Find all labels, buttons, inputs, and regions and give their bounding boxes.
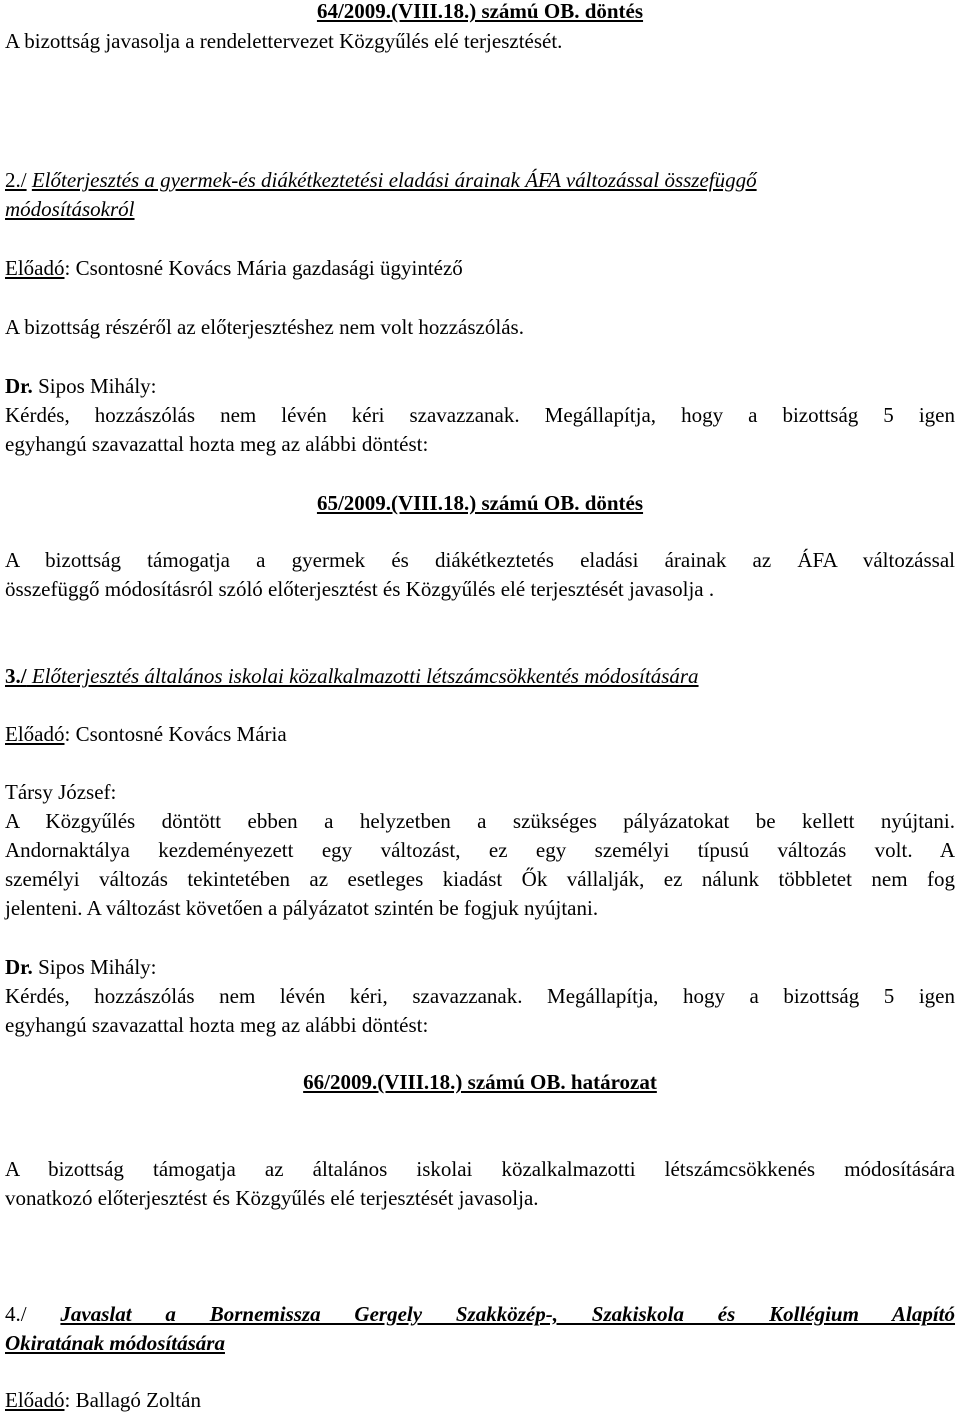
item-3-number: 3./ bbox=[5, 664, 27, 688]
item-3-presenter bbox=[5, 720, 955, 749]
item-4-title bbox=[5, 1300, 955, 1358]
decision-65-resolution-line-1: A bizottság támogatja a gyermek és diákétkeztetés eladási árainak az ÁFA változással bbox=[5, 548, 955, 572]
item-3-presenter-value: : Csontosné Kovács Mária bbox=[64, 722, 287, 746]
item-3-speech-2 bbox=[5, 982, 955, 1040]
item-3-speech-2-line-1: Kérdés, hozzászólás nem lévén kéri, szavazzanak. Megállapítja, hogy a bizottság 5 igen bbox=[5, 984, 955, 1008]
item-3-presenter-label: Előadó bbox=[5, 722, 65, 746]
item-4-presenter bbox=[5, 1386, 955, 1415]
item-2-committee-note: A bizottság részéről az előterjesztéshez nem volt hozzászólás. bbox=[5, 315, 524, 339]
item-2-presenter-label: Előadó bbox=[5, 256, 65, 280]
item-2-speech-line-1: Kérdés, hozzászólás nem lévén kéri szavazzanak. Megállapítja, hogy a bizottság 5 igen bbox=[5, 403, 955, 427]
item-3-speech-1-line-1: A Közgyűlés döntött ebben a helyzetben a szükséges pályázatokat be kellett nyújtani. bbox=[5, 809, 955, 833]
item-4-number: 4./ bbox=[5, 1302, 27, 1326]
item-2-speech bbox=[5, 401, 955, 459]
item-3-title bbox=[5, 662, 955, 691]
item-3-speaker-2 bbox=[5, 953, 955, 982]
decision-66-resolution-line-1: A bizottság támogatja az általános iskolai közalkalmazotti létszámcsökkenés módosítására bbox=[5, 1157, 955, 1181]
item-2-speech-line-2: egyhangú szavazattal hozta meg az alábbi döntést: bbox=[5, 432, 429, 456]
decision-64-heading: 64/2009.(VIII.18.) számú OB. döntés bbox=[316, 0, 644, 23]
item-3-speech-2-line-2: egyhangú szavazattal hozta meg az alábbi döntést: bbox=[5, 1013, 429, 1037]
item-3-speech-1 bbox=[5, 807, 955, 923]
decision-66-heading: 66/2009.(VIII.18.) számú OB. határozat bbox=[303, 1070, 657, 1094]
item-2-speaker-dr: Dr. bbox=[5, 374, 33, 398]
item-2-presenter-value: : Csontosné Kovács Mária gazdasági ügyintéző bbox=[64, 256, 463, 280]
decision-66-resolution-line-2: vonatkozó előterjesztést és Közgyűlés elé terjesztését javasolja. bbox=[5, 1186, 539, 1210]
item-4-title-line-2: Okiratának módosítására bbox=[5, 1331, 225, 1355]
item-4-title-text-1: Javaslat a Bornemissza Gergely Szakközép-, Szakiskola és Kollégium Alapító bbox=[60, 1302, 956, 1326]
item-3-speaker-2-name: Sipos Mihály: bbox=[32, 955, 157, 979]
item-2-presenter bbox=[5, 254, 955, 283]
item-2-speaker bbox=[5, 372, 955, 401]
decision-64-recommendation: A bizottság javasolja a rendelettervezet Közgyűlés elé terjesztését. bbox=[5, 29, 563, 53]
item-2-title-line-1 bbox=[5, 166, 955, 195]
decision-65-heading: 65/2009.(VIII.18.) számú OB. döntés bbox=[316, 491, 644, 515]
item-2-title-text-1: Előterjesztés a gyermek-és diákétkeztetési eladási árainak ÁFA változással összefüggő bbox=[31, 168, 757, 192]
decision-66-resolution bbox=[5, 1155, 955, 1213]
decision-65-resolution-line-2: összefüggő módosításról szóló előterjesztést és Közgyűlés elé terjesztését javasolja . bbox=[5, 577, 715, 601]
item-2-title-line-2: módosításokról bbox=[5, 197, 135, 221]
item-3-speech-1-line-4: jelenteni. A változást követően a pályázatot szintén be fogjuk nyújtani. bbox=[5, 896, 599, 920]
item-4-presenter-value: : Ballagó Zoltán bbox=[64, 1388, 201, 1412]
item-3-title-text: Előterjesztés általános iskolai közalkalmazotti létszámcsökkentés módosítására bbox=[26, 664, 699, 688]
item-2-number: 2./ bbox=[5, 168, 27, 192]
item-3-speaker-1: Társy József: bbox=[5, 780, 117, 804]
decision-65-resolution bbox=[5, 546, 955, 604]
item-2-title bbox=[5, 166, 955, 224]
item-2-speaker-name: Sipos Mihály: bbox=[32, 374, 157, 398]
item-3-speech-1-line-3: személyi változás tekintetében az esetleges kiadást Ők vállalják, ez nálunk többletet nem fog bbox=[5, 867, 955, 891]
item-4-presenter-label: Előadó bbox=[5, 1388, 65, 1412]
item-4-title-line-1 bbox=[5, 1300, 955, 1329]
item-3-speech-1-line-2: Andornaktálya kezdeményezett egy változást, ez egy személyi típusú változás volt. A bbox=[5, 838, 955, 862]
item-3-speaker-2-dr: Dr. bbox=[5, 955, 33, 979]
